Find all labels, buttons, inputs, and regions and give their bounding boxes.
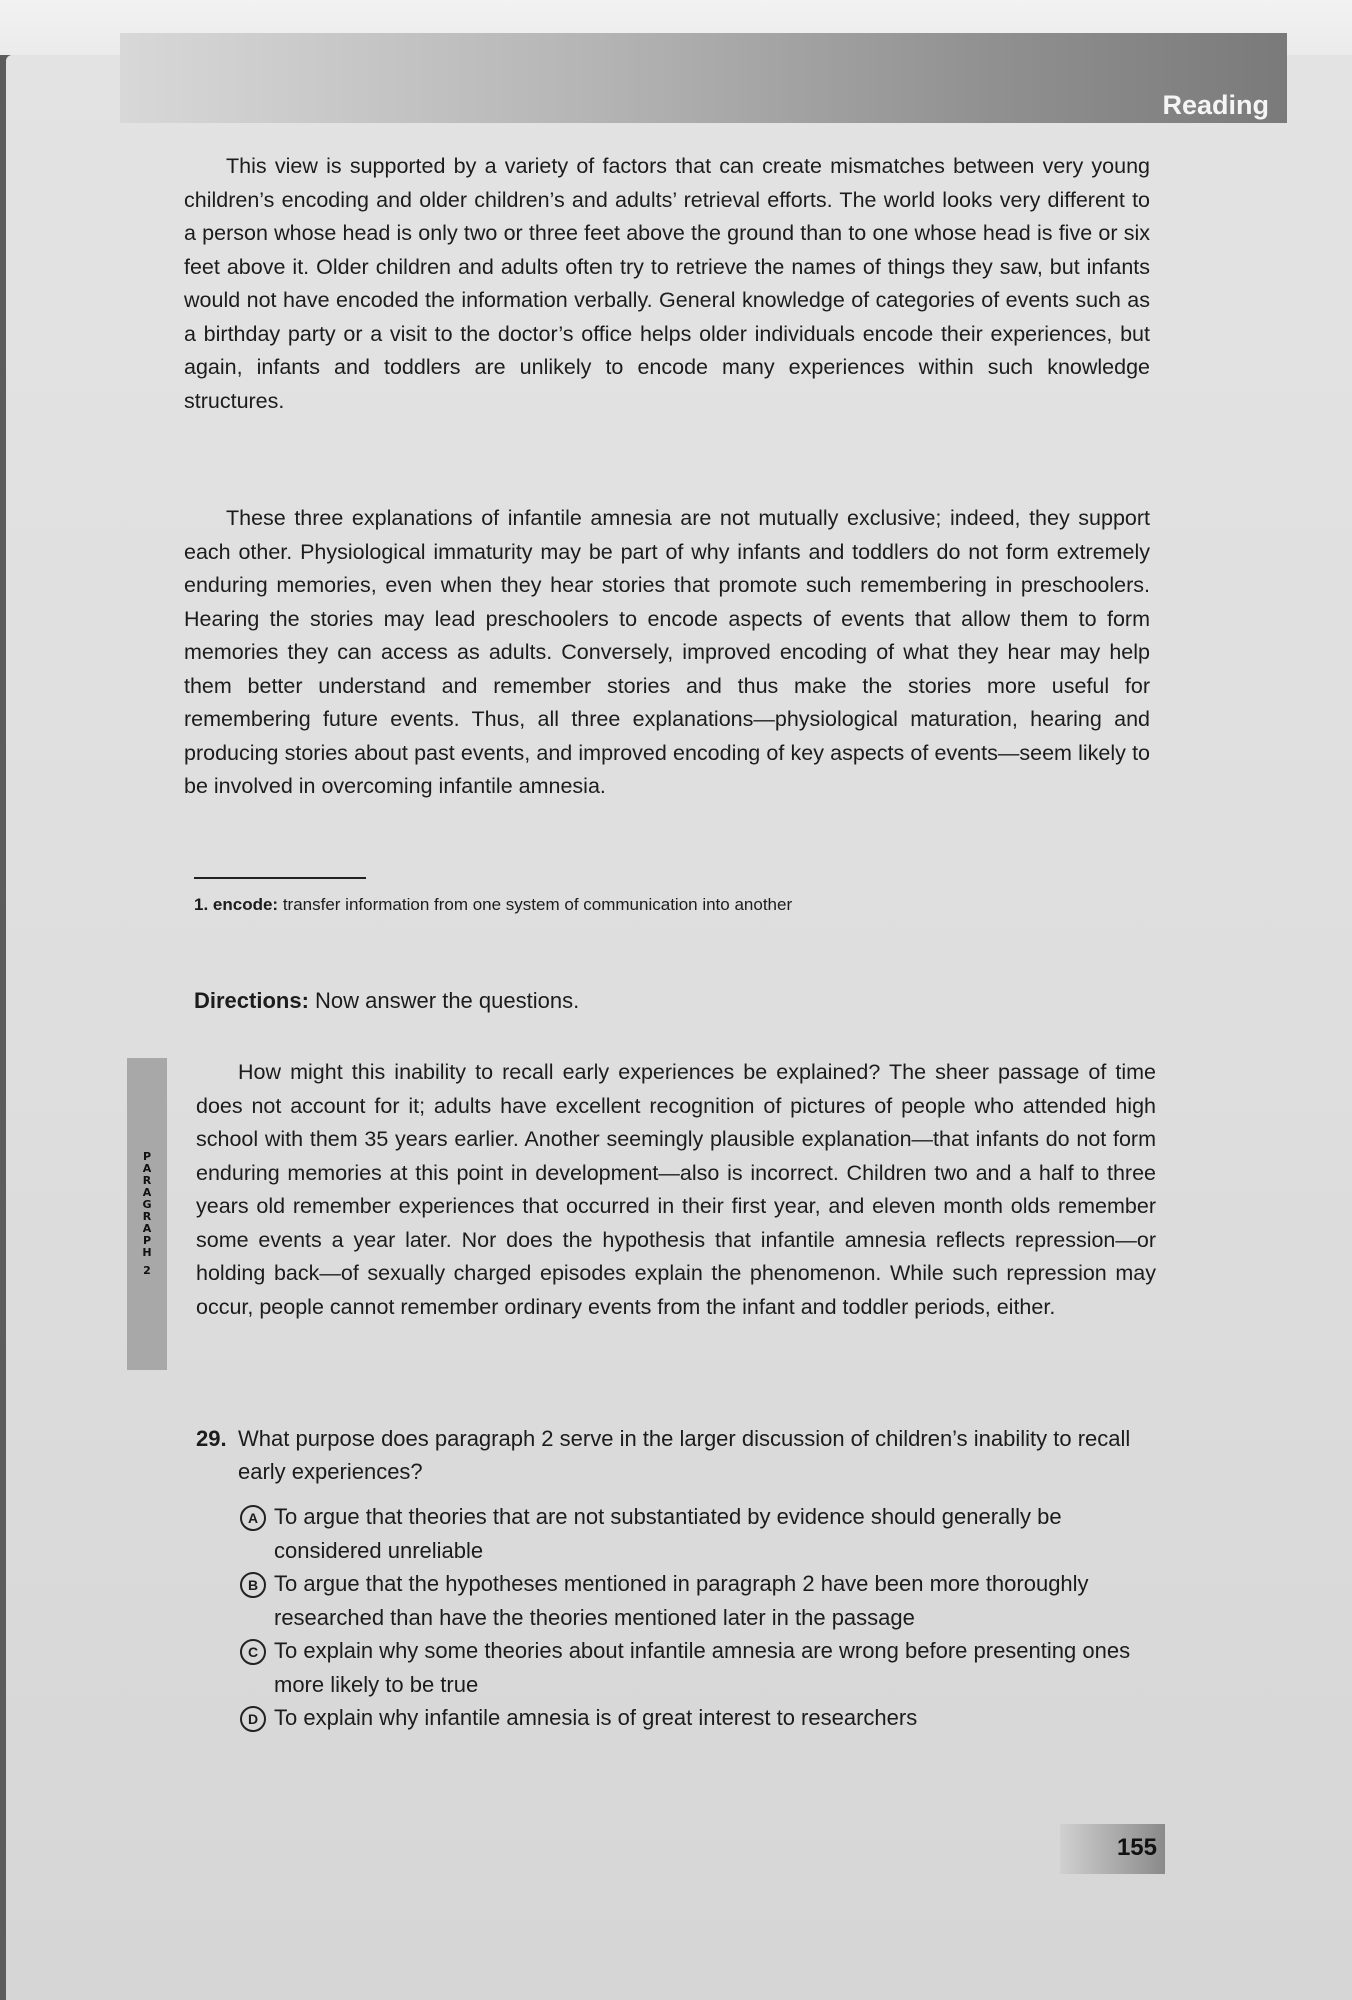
answer-option-a[interactable] <box>240 1500 1160 1567</box>
page-number: 155 <box>1116 1834 1157 1861</box>
directions <box>194 988 579 1014</box>
paragraph-2-excerpt <box>196 1056 1156 1324</box>
footnote-divider <box>194 877 366 879</box>
side-tab-letter: A <box>142 1186 152 1199</box>
answer-option-c[interactable] <box>240 1634 1160 1701</box>
passage-paragraph-text: These three explanations of infantile amnesia are not mutually exclusive; indeed, they support each other. Physiological immaturity may be part of why infants and toddlers do not form extremely enduring memories, even when they hear stories that promote such remembering in preschoolers. Hearing the stories may lead preschoolers to encode aspects of events that allow them to form memories they can access as adults. Conversely, improved encoding of what they hear may help them better understand and remember stories and thus make the stories more useful for remembering future events. Thus, all three explanations—physiological maturation, hearing and producing stories about past events, and improved encoding of key aspects of events—seem likely to be involved in overcoming infantile amnesia. <box>184 506 1150 798</box>
question-29 <box>196 1422 1156 1488</box>
directions-text: Now answer the questions. <box>315 988 580 1013</box>
section-header-bar <box>120 33 1287 123</box>
section-title: Reading <box>1162 90 1269 120</box>
question-stem <box>196 1422 1156 1488</box>
option-a-bubble[interactable]: A <box>240 1505 266 1531</box>
passage-paragraph <box>184 150 1150 418</box>
option-c-bubble[interactable]: C <box>240 1639 266 1665</box>
question-number: 29. <box>196 1426 227 1451</box>
page-number-box <box>1060 1824 1165 1874</box>
directions-label: Directions: <box>194 988 309 1013</box>
paragraph-2-text: How might this inability to recall early experiences be explained? The sheer passage of time does not account for it; adults have excellent recognition of pictures of people who attended high school with them 35 years earlier. Another seemingly plausible explanation—that infants do not form enduring memories at this point in development—also is incorrect. Children two and a half to three years old remember experiences that occurred in their first year, and eleven month olds remember some events a year later. Nor does the hypothesis that infantile amnesia reflects repression—or holding back—of sexually charged episodes explain the phenomenon. While such repression may occur, people cannot remember ordinary events from the infant and toddler periods, either. <box>196 1060 1156 1319</box>
side-tab-letter: A <box>142 1222 152 1235</box>
option-b-text: To argue that the hypotheses mentioned in paragraph 2 have been more thoroughly researched than have the theories mentioned later in the passage <box>274 1571 1089 1630</box>
paragraph-side-tab <box>127 1058 167 1370</box>
side-tab-letter: G <box>142 1198 152 1211</box>
question-text: What purpose does paragraph 2 serve in the larger discussion of children’s inability to recall early experiences? <box>238 1426 1131 1484</box>
side-tab-letter: A <box>142 1162 152 1175</box>
option-a-text: To argue that theories that are not substantiated by evidence should generally be considered unreliable <box>274 1504 1062 1563</box>
side-tab-letter: R <box>142 1210 152 1223</box>
option-d-bubble[interactable]: D <box>240 1706 266 1732</box>
passage-paragraph-text: This view is supported by a variety of factors that can create mismatches between very young children’s encoding and older children’s and adults’ retrieval efforts. The world looks very different to a person whose head is only two or three feet above the ground than to one whose head is five or six feet above it. Older children and adults often try to retrieve the names of things they saw, but infants would not have encoded the information verbally. General knowledge of categories of events such as a birthday party or a visit to the doctor’s office helps older individuals encode their experiences, but again, infants and toddlers are unlikely to encode many experiences within such knowledge structures. <box>184 154 1150 413</box>
answer-option-b[interactable] <box>240 1567 1160 1634</box>
answer-option-d[interactable] <box>240 1701 1160 1735</box>
side-tab-letter: H <box>142 1246 152 1259</box>
option-d-text: To explain why infantile amnesia is of great interest to researchers <box>274 1705 918 1730</box>
footnote-term: 1. encode: <box>194 895 279 914</box>
passage-paragraph <box>184 502 1150 804</box>
side-tab-letter: P <box>142 1150 152 1163</box>
option-b-bubble[interactable]: B <box>240 1572 266 1598</box>
option-c-text: To explain why some theories about infantile amnesia are wrong before presenting ones more likely to be true <box>274 1638 1131 1697</box>
side-tab-letter: R <box>142 1174 152 1187</box>
footnote-definition: transfer information from one system of communication into another <box>282 895 793 914</box>
side-tab-letter: 2 <box>143 1264 151 1277</box>
answer-options <box>240 1500 1160 1735</box>
side-tab-letter: P <box>142 1234 152 1247</box>
footnote <box>194 895 792 915</box>
